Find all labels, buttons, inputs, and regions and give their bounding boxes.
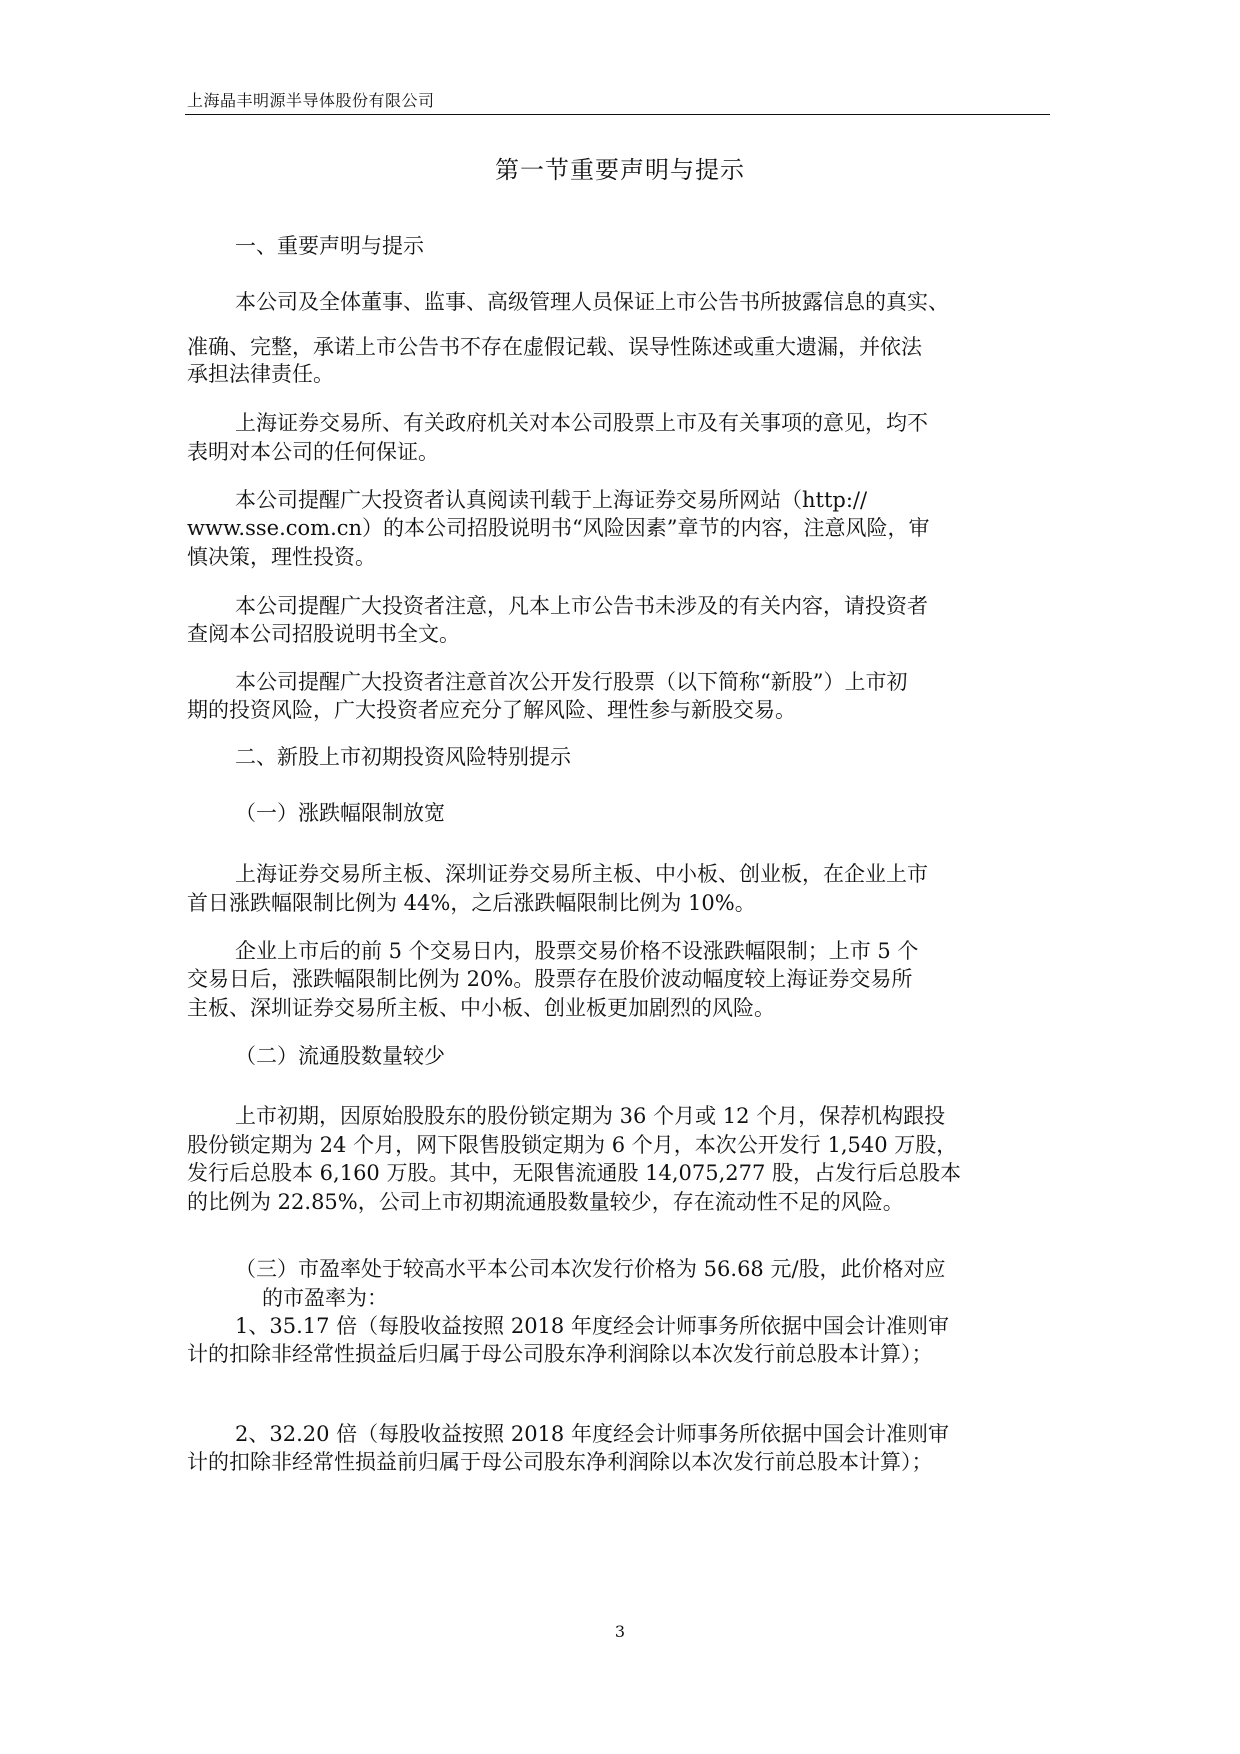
paragraph-line: 股份锁定期为 24 个月，网下限售股锁定期为 6 个月，本次公开发行 1,540 万股， (187, 1133, 958, 1157)
paragraph-line: 首日涨跌幅限制比例为 44%，之后涨跌幅限制比例为 10%。 (187, 891, 756, 915)
paragraph-line: 慎决策，理性投资。 (187, 545, 376, 569)
paragraph-line: 查阅本公司招股说明书全文。 (187, 622, 460, 646)
paragraph-line: 准确、完整，承诺上市公告书不存在虚假记载、误导性陈述或重大遗漏，并依法 (187, 335, 922, 359)
section-title: 第一节重要声明与提示 (495, 156, 745, 184)
paragraph-line: 发行后总股本 6,160 万股。其中，无限售流通股 14,075,277 股，占发行后总股本 (187, 1161, 962, 1185)
paragraph-line: 上市初期，因原始股股东的股份锁定期为 36 个月或 12 个月，保荐机构跟投 (235, 1104, 946, 1128)
paragraph-line: www.sse.com.cn）的本公司招股说明书“风险因素”章节的内容，注意风险，审 (187, 516, 930, 540)
page-number: 3 (614, 1622, 626, 1641)
list-item-line: 1、35.17 倍（每股收益按照 2018 年度经会计师事务所依据中国会计准则审 (235, 1314, 949, 1338)
list-item-line: 2、32.20 倍（每股收益按照 2018 年度经会计师事务所依据中国会计准则审 (235, 1422, 949, 1446)
section1-heading: 一、重要声明与提示 (235, 234, 424, 258)
subsection-heading-cont: 的市盈率为： (262, 1286, 388, 1310)
paragraph-line: 承担法律责任。 (187, 362, 334, 386)
subsection-heading: （一）涨跌幅限制放宽 (235, 801, 445, 825)
paragraph-line: 本公司提醒广大投资者注意，凡本上市公告书未涉及的有关内容，请投资者 (235, 594, 928, 618)
paragraph-line: 企业上市后的前 5 个交易日内，股票交易价格不设涨跌幅限制；上市 5 个 (235, 939, 919, 963)
section2-heading: 二、新股上市初期投资风险特别提示 (235, 745, 571, 769)
subsection-heading: （二）流通股数量较少 (235, 1044, 445, 1068)
subsection-heading: （三）市盈率处于较高水平本公司本次发行价格为 56.68 元/股，此价格对应 (235, 1257, 946, 1281)
list-item-line: 计的扣除非经常性损益后归属于母公司股东净利润除以本次发行前总股本计算）； (187, 1342, 933, 1366)
header-rule (185, 114, 1050, 115)
running-header: 上海晶丰明源半导体股份有限公司 (187, 91, 435, 110)
paragraph-line: 上海证券交易所、有关政府机关对本公司股票上市及有关事项的意见，均不 (235, 411, 928, 435)
list-item-line: 计的扣除非经常性损益前归属于母公司股东净利润除以本次发行前总股本计算）； (187, 1450, 933, 1474)
paragraph-line: 上海证券交易所主板、深圳证券交易所主板、中小板、创业板，在企业上市 (235, 862, 928, 886)
paragraph-line: 的比例为 22.85%，公司上市初期流通股数量较少，存在流动性不足的风险。 (187, 1190, 904, 1214)
paragraph-line: 期的投资风险，广大投资者应充分了解风险、理性参与新股交易。 (187, 698, 796, 722)
paragraph-line: 主板、深圳证券交易所主板、中小板、创业板更加剧烈的风险。 (187, 996, 775, 1020)
paragraph-line: 交易日后，涨跌幅限制比例为 20%。股票存在股价波动幅度较上海证券交易所 (187, 967, 913, 991)
paragraph-line: 表明对本公司的任何保证。 (187, 440, 439, 464)
paragraph-line: 本公司及全体董事、监事、高级管理人员保证上市公告书所披露信息的真实、 (235, 290, 949, 314)
paragraph-line: 本公司提醒广大投资者注意首次公开发行股票（以下简称“新股”）上市初 (235, 670, 908, 694)
paragraph-line: 本公司提醒广大投资者认真阅读刊载于上海证券交易所网站（http:// (235, 488, 868, 512)
